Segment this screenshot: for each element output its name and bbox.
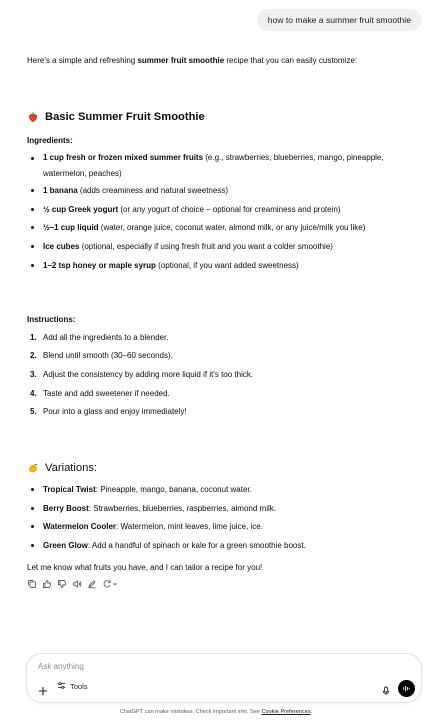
ingredient-detail: (optional, especially if using fresh fruit and you want a colder smoothie) xyxy=(79,242,333,251)
variation-name: Green Glow xyxy=(43,541,88,550)
instruction-step: Blend until smooth (30–60 seconds). xyxy=(43,351,173,360)
step-number: 4. xyxy=(30,389,37,398)
list-bullet xyxy=(31,488,34,491)
section-heading-basic-text: Basic Summer Fruit Smoothie xyxy=(45,111,205,123)
message-actions xyxy=(27,579,118,589)
intro-text-before: Here's a simple and refreshing xyxy=(27,56,138,65)
ingredient-bold: 1 cup fresh or frozen mixed summer fruits xyxy=(43,153,204,162)
ingredient-bold: ½–1 cup liquid xyxy=(43,223,99,232)
tools-button[interactable] xyxy=(57,681,88,692)
ingredient-item xyxy=(43,204,340,216)
ingredient-item xyxy=(43,260,299,272)
closing-message: Let me know what fruits you have, and I can tailor a recipe for you! xyxy=(27,563,263,572)
instruction-step: Pour into a glass and enjoy immediately! xyxy=(43,407,187,416)
user-message-text: how to make a summer fruit smoothie xyxy=(267,15,411,25)
variation-item xyxy=(43,503,276,515)
ingredient-item xyxy=(43,241,333,253)
ingredient-bold: 1–2 tsp honey or maple syrup xyxy=(43,261,156,270)
variation-detail: : Add a handful of spinach or kale for a green smoothie boost. xyxy=(87,541,306,550)
user-message-bubble xyxy=(257,9,422,31)
ingredient-detail: (or any yogurt of choice – optional for creaminess and protein) xyxy=(118,205,341,214)
ingredient-detail: (water, orange juice, coconut water, almond milk, or any juice/milk you like) xyxy=(98,223,366,232)
disclaimer-end: . xyxy=(310,709,313,715)
variation-name: Watermelon Cooler xyxy=(43,522,117,531)
thumbs-down-icon[interactable] xyxy=(57,579,67,589)
waveform-icon xyxy=(402,680,411,698)
ingredient-bold: 1 banana xyxy=(43,186,78,195)
ingredient-item xyxy=(43,222,365,234)
list-bullet xyxy=(31,226,34,229)
instruction-step: Adjust the consistency by adding more liquid if it's too thick. xyxy=(43,370,254,379)
microphone-icon[interactable] xyxy=(381,683,391,693)
intro-text-bold: summer fruit smoothie xyxy=(137,56,225,65)
variation-detail: : Watermelon, mint leaves, lime juice, ice. xyxy=(116,522,263,531)
list-bullet xyxy=(31,525,34,528)
step-number: 2. xyxy=(30,351,37,360)
instructions-label: Instructions: xyxy=(27,315,76,324)
ingredient-bold: Ice cubes xyxy=(43,242,80,251)
instruction-step: Add all the ingredients to a blender. xyxy=(43,333,169,342)
cookie-preferences-link[interactable]: Cookie Preferences xyxy=(261,709,311,715)
thumbs-up-icon[interactable] xyxy=(42,579,52,589)
tools-label: Tools xyxy=(70,682,88,691)
strawberry-icon xyxy=(27,111,39,123)
list-bullet xyxy=(31,544,34,547)
disclaimer-text: ChatGPT can make mistakes. Check important info. See xyxy=(119,709,262,715)
variation-item xyxy=(43,484,252,496)
variation-name: Berry Boost xyxy=(43,504,89,513)
ingredient-detail: (adds creaminess and natural sweetness) xyxy=(77,186,228,195)
regenerate-icon[interactable] xyxy=(102,579,118,589)
variation-item xyxy=(43,540,306,552)
section-heading-variations xyxy=(27,462,97,474)
variation-name: Tropical Twist xyxy=(43,485,96,494)
ingredient-detail: (e.g., strawberries, blueberries, mango, pineapple, watermelon, peaches) xyxy=(43,153,384,178)
section-heading-variations-text: Variations: xyxy=(45,462,98,474)
composer-input[interactable]: Ask anything xyxy=(38,662,84,671)
list-bullet xyxy=(31,507,34,510)
list-bullet xyxy=(31,189,34,192)
ingredient-item xyxy=(43,150,388,182)
disclaimer-footer xyxy=(0,709,432,715)
edit-icon[interactable] xyxy=(87,579,97,589)
instruction-step: Taste and add sweetener if needed. xyxy=(43,389,170,398)
variation-item xyxy=(43,521,263,533)
step-number: 5. xyxy=(30,407,37,416)
list-bullet xyxy=(31,245,34,248)
ingredient-item xyxy=(43,185,228,197)
section-heading-basic xyxy=(27,111,205,123)
list-bullet xyxy=(31,157,34,160)
copy-icon[interactable] xyxy=(27,579,37,589)
list-bullet xyxy=(31,264,34,267)
ingredients-label: Ingredients: xyxy=(27,136,73,145)
plus-icon[interactable] xyxy=(38,683,48,693)
variation-detail: : Strawberries, blueberries, raspberries, almond milk. xyxy=(88,504,276,513)
variation-detail: : Pineapple, mango, banana, coconut water. xyxy=(95,485,252,494)
list-bullet xyxy=(31,208,34,211)
step-number: 1. xyxy=(30,333,37,342)
lemon-icon xyxy=(27,462,39,474)
step-number: 3. xyxy=(30,370,37,379)
ingredient-bold: ½ cup Greek yogurt xyxy=(43,205,119,214)
intro-text-after: recipe that you can easily customize: xyxy=(224,56,358,65)
message-composer[interactable] xyxy=(26,653,422,703)
voice-mode-button[interactable] xyxy=(398,680,415,697)
speaker-icon[interactable] xyxy=(72,579,82,589)
intro-paragraph xyxy=(27,55,357,67)
ingredient-detail: (optional, if you want added sweetness) xyxy=(155,261,299,270)
sliders-icon xyxy=(57,681,66,692)
